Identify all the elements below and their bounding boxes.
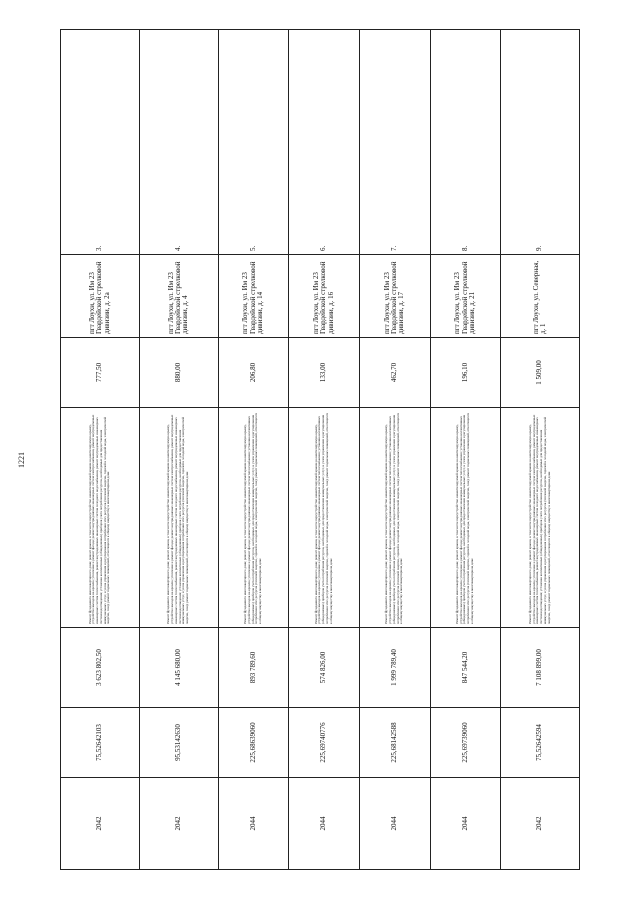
works-cell: Ремонт фундамента многоквартирного дома; ремонт крыши, в том числе переустройство невентилируемой крыши на вентилируемую крышу, устройство выходов на кровлю; утепление и ремонт фасада; ремонт внутридомовых инженерных систем электроснабжения, ремонт внутридомовых инженерных систем теплоснабжения, ремонт внутридомовых инженерных систем холодного водоснабжения, ремонт внутридомовых инженерных систем водоотведения; установка коллективных (общедомовых) приборов учета потребления ресурсов, необходимых для предоставления коммунальных услуг, и узлов управления и регулирования потребления этих ресурсов (тепловой энергии, горячей и холодной воды, электрической энергии, газа); ремонт подвальных помещений, относящихся к общему имуществу в многоквартирном доме xyxy=(61,408,140,628)
works-cell: Ремонт фундамента многоквартирного дома; ремонт крыши, в том числе переустройство невентилируемой крыши на вентилируемую крышу, устройство выходов на кровлю; утепление и ремонт фасада; ремонт внутридомовых инженерных систем теплоснабжения; установка коллективных (общедомовых) приборов учета потребления ресурсов, необходимых для предоставления коммунальных услуг, и узлов управления и регулирования потребления этих ресурсов (тепловой энергии, горячей и холодной воды, электрической энергии, газа); ремонт подвальных помещений, относящихся к общему имуществу в многоквартирном доме xyxy=(359,408,430,628)
index-cell: 6. xyxy=(289,30,360,255)
specific-cost-cell: 225,69739060 xyxy=(430,708,501,778)
specific-cost-cell: 225,68142588 xyxy=(359,708,430,778)
year-cell: 2044 xyxy=(218,778,289,870)
area-cell: 133,00 xyxy=(289,338,360,408)
address-cell: пгт Лоухи, ул. Им 23 Гвардейской стрелковой дивизии, д. 17 xyxy=(359,255,430,338)
area-cell: 1 509,00 xyxy=(501,338,580,408)
page-number: 1221 xyxy=(17,452,26,468)
works-cell: Ремонт фундамента многоквартирного дома; ремонт крыши, в том числе переустройство невентилируемой крыши на вентилируемую крышу, устройство выходов на кровлю; утепление и ремонт фасада; ремонт внутридомовых инженерных систем теплоснабжения; установка коллективных (общедомовых) приборов учета потребления ресурсов, необходимых для предоставления коммунальных услуг, и узлов управления и регулирования потребления этих ресурсов (тепловой энергии, горячей и холодной воды, электрической энергии, газа); ремонт подвальных помещений, относящихся к общему имуществу в многоквартирном доме xyxy=(430,408,501,628)
year-cell: 2044 xyxy=(289,778,360,870)
table-frame xyxy=(60,30,580,870)
works-cell: Ремонт фундамента многоквартирного дома; ремонт крыши, в том числе переустройство невентилируемой крыши на вентилируемую крышу, устройство выходов на кровлю; утепление и ремонт фасада; ремонт внутридомовых инженерных систем электроснабжения, ремонт внутридомовых инженерных систем теплоснабжения, ремонт внутридомовых инженерных систем холодного водоснабжения, ремонт внутридомовых инженерных систем водоотведения; установка коллективных (общедомовых) приборов учета потребления ресурсов, необходимых для предоставления коммунальных услуг, и узлов управления и регулирования потребления этих ресурсов (тепловой энергии, горячей и холодной воды, электрической энергии, газа); ремонт подвальных помещений, относящихся к общему имуществу в многоквартирном доме xyxy=(139,408,218,628)
cost-cell: 574 826,00 xyxy=(289,628,360,708)
works-table-body xyxy=(61,30,580,870)
index-cell: 7. xyxy=(359,30,430,255)
address-cell: пгт Лоухи, ул. Им 23 Гвардейской стрелковой дивизии, д. 21 xyxy=(430,255,501,338)
specific-cost-cell: 225,69740776 xyxy=(289,708,360,778)
area-cell: 206,80 xyxy=(218,338,289,408)
cost-cell: 847 544,20 xyxy=(430,628,501,708)
cost-cell: 7 108 899,00 xyxy=(501,628,580,708)
table-row xyxy=(359,30,430,870)
specific-cost-cell: 75,52642594 xyxy=(501,708,580,778)
address-cell: пгт Лоухи, ул. Северная, д. 1 xyxy=(501,255,580,338)
address-cell: пгт Лоухи, ул. Им 23 Гвардейской стрелковой дивизии, д. 16 xyxy=(289,255,360,338)
table-row xyxy=(61,30,140,870)
table-row xyxy=(289,30,360,870)
area-cell: 777,50 xyxy=(61,338,140,408)
index-cell: 8. xyxy=(430,30,501,255)
area-cell: 880,00 xyxy=(139,338,218,408)
index-cell: 5. xyxy=(218,30,289,255)
address-cell: пгт Лоухи, ул. Им 23 Гвардейской стрелковой дивизии, д. 14 xyxy=(218,255,289,338)
area-cell: 196,10 xyxy=(430,338,501,408)
address-cell: пгт Лоухи, ул. Им 23 Гвардейской стрелковой дивизии, д. 4 xyxy=(139,255,218,338)
cost-cell: 893 789,60 xyxy=(218,628,289,708)
table-row xyxy=(430,30,501,870)
works-cell: Ремонт фундамента многоквартирного дома; ремонт крыши, в том числе переустройство невентилируемой крыши на вентилируемую крышу, устройство выходов на кровлю; утепление и ремонт фасада; ремонт внутридомовых инженерных систем теплоснабжения; установка коллективных (общедомовых) приборов учета потребления ресурсов, необходимых для предоставления коммунальных услуг, и узлов управления и регулирования потребления этих ресурсов (тепловой энергии, горячей и холодной воды, электрической энергии, газа); ремонт подвальных помещений, относящихся к общему имуществу в многоквартирном доме xyxy=(289,408,360,628)
specific-cost-cell: 225,68639060 xyxy=(218,708,289,778)
table-row xyxy=(139,30,218,870)
index-cell: 3. xyxy=(61,30,140,255)
table-row xyxy=(501,30,580,870)
works-cell: Ремонт фундамента многоквартирного дома; ремонт крыши, в том числе переустройство невентилируемой крыши на вентилируемую крышу, устройство выходов на кровлю; утепление и ремонт фасада; ремонт внутридомовых инженерных систем теплоснабжения; установка коллективных (общедомовых) приборов учета потребления ресурсов, необходимых для предоставления коммунальных услуг, и узлов управления и регулирования потребления этих ресурсов (тепловой энергии, горячей и холодной воды, электрической энергии, газа); ремонт подвальных помещений, относящихся к общему имуществу в многоквартирном доме xyxy=(218,408,289,628)
cost-cell: 4 145 680,00 xyxy=(139,628,218,708)
cost-cell: 3 623 802,50 xyxy=(61,628,140,708)
year-cell: 2042 xyxy=(501,778,580,870)
address-cell: пгт Лоухи, ул. Им 23 Гвардейской стрелковой дивизии, д. 2а xyxy=(61,255,140,338)
works-table xyxy=(60,29,580,870)
cost-cell: 1 999 789,40 xyxy=(359,628,430,708)
year-cell: 2044 xyxy=(359,778,430,870)
year-cell: 2042 xyxy=(139,778,218,870)
year-cell: 2044 xyxy=(430,778,501,870)
table-row xyxy=(218,30,289,870)
specific-cost-cell: 75,52642103 xyxy=(61,708,140,778)
area-cell: 462,70 xyxy=(359,338,430,408)
works-cell: Ремонт фундамента многоквартирного дома; ремонт крыши, в том числе переустройство невентилируемой крыши на вентилируемую крышу, устройство выходов на кровлю; утепление и ремонт фасада; ремонт внутридомовых инженерных систем электроснабжения, ремонт внутридомовых инженерных систем теплоснабжения, ремонт внутридомовых инженерных систем холодного водоснабжения, ремонт внутридомовых инженерных систем водоотведения; установка коллективных (общедомовых) приборов учета потребления ресурсов, необходимых для предоставления коммунальных услуг, и узлов управления и регулирования потребления этих ресурсов (тепловой энергии, горячей и холодной воды, электрической энергии, газа); ремонт подвальных помещений, относящихся к общему имуществу в многоквартирном доме xyxy=(501,408,580,628)
index-cell: 9. xyxy=(501,30,580,255)
index-cell: 4. xyxy=(139,30,218,255)
specific-cost-cell: 95,53142630 xyxy=(139,708,218,778)
rotated-table-wrapper xyxy=(60,30,580,870)
year-cell: 2042 xyxy=(61,778,140,870)
